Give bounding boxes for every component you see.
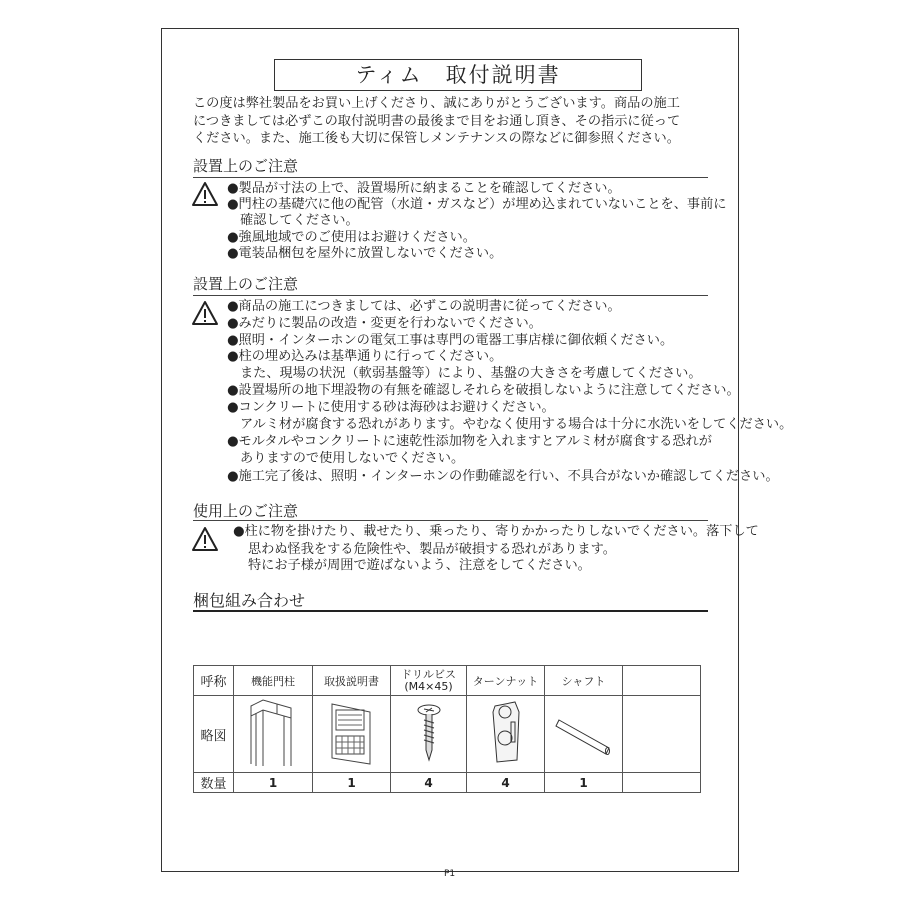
pillar-icon xyxy=(234,696,313,773)
caution-line: ●設置場所の地下埋設物の有無を確認しそれらを破損しないように注意してください。 xyxy=(227,383,740,398)
caution-line: また、現場の状況（軟弱基盤等）により、基盤の大きさを考慮してください。 xyxy=(240,366,702,381)
divider xyxy=(193,610,708,612)
manual-icon xyxy=(313,696,391,773)
table-row xyxy=(194,696,701,773)
caution-line: ●柱の埋め込みは基準通りに行ってください。 xyxy=(227,349,503,364)
table-row xyxy=(194,773,701,793)
item-qty: 1 xyxy=(234,773,313,793)
caution-line: ●施工完了後は、照明・インターホンの作動確認を行い、不具合がないか確認してください。 xyxy=(227,469,779,484)
section-heading: 設置上のご注意 xyxy=(193,157,299,175)
section-heading: 使用上のご注意 xyxy=(193,502,299,520)
item-name: 取扱説明書 xyxy=(313,666,391,696)
caution-line: ●門柱の基礎穴に他の配管（水道・ガスなど）が埋め込まれていないことを、事前に xyxy=(227,197,727,212)
caution-line: ●柱に物を掛けたり、載せたり、乗ったり、寄りかかったりしないでください。落下して xyxy=(233,524,759,539)
item-name: シャフト xyxy=(545,666,623,696)
caution-line: 確認してください。 xyxy=(240,213,359,228)
item-name: ターンナット xyxy=(467,666,545,696)
divider xyxy=(193,295,708,296)
empty-cell xyxy=(623,696,701,773)
page-number: P1 xyxy=(444,869,456,879)
item-name: 機能門柱 xyxy=(234,666,313,696)
caution-line: ●コンクリートに使用する砂は海砂はお避けください。 xyxy=(227,400,555,415)
caution-line: 思わぬ怪我をする危険性や、製品が破損する恐れがあります。 xyxy=(248,542,616,557)
document-title: ティム 取付説明書 xyxy=(274,59,642,91)
table-row xyxy=(194,666,701,696)
screw-icon xyxy=(391,696,467,773)
package-heading: 梱包組み合わせ xyxy=(193,591,306,610)
caution-line: アルミ材が腐食する恐れがあります。やむなく使用する場合は十分に水洗いをしてください。 xyxy=(240,417,793,432)
warning-icon xyxy=(191,300,219,326)
turn-nut-icon xyxy=(467,696,545,773)
row-label: 略図 xyxy=(194,696,234,773)
item-qty: 1 xyxy=(313,773,391,793)
caution-line: 特にお子様が周囲で遊ばないよう、注意をしてください。 xyxy=(248,558,591,573)
item-name-line: ドリルビス xyxy=(401,667,456,681)
section-heading: 設置上のご注意 xyxy=(193,275,299,293)
caution-line: ●商品の施工につきましては、必ずこの説明書に従ってください。 xyxy=(227,299,621,314)
intro-line: この度は弊社製品をお買い上げくださり、誠にありがとうございます。商品の施工 xyxy=(193,96,680,111)
divider xyxy=(193,520,708,521)
caution-line: ●照明・インターホンの電気工事は専門の電器工事店様に御依頼ください。 xyxy=(227,333,674,348)
caution-line: ●製品が寸法の上で、設置場所に納まることを確認してください。 xyxy=(227,181,621,196)
intro-line: につきましては必ずこの取付説明書の最後まで目をお通し頂き、その指示に従って xyxy=(193,114,681,129)
caution-line: ●モルタルやコンクリートに速乾性添加物を入れますとアルミ材が腐食する恐れが xyxy=(227,434,712,449)
empty-cell xyxy=(623,773,701,793)
caution-line: ●強風地域でのご使用はお避けください。 xyxy=(227,230,476,245)
item-qty: 4 xyxy=(467,773,545,793)
divider xyxy=(193,177,708,178)
warning-icon xyxy=(191,526,219,552)
item-qty: 1 xyxy=(545,773,623,793)
package-table xyxy=(193,665,701,793)
item-qty: 4 xyxy=(391,773,467,793)
item-name xyxy=(391,666,467,696)
shaft-icon xyxy=(545,696,623,773)
item-name-line: (M4×45) xyxy=(404,679,453,693)
empty-cell xyxy=(623,666,701,696)
warning-icon xyxy=(191,181,219,207)
intro-line: ください。また、施工後も大切に保管しメンテナンスの際などに御参照ください。 xyxy=(193,131,680,146)
row-label: 呼称 xyxy=(194,666,234,696)
row-label: 数量 xyxy=(194,773,234,793)
caution-line: ●電装品梱包を屋外に放置しないでください。 xyxy=(227,246,503,261)
caution-line: ありますので使用しないでください。 xyxy=(240,451,465,466)
caution-line: ●みだりに製品の改造・変更を行わないでください。 xyxy=(227,316,542,331)
